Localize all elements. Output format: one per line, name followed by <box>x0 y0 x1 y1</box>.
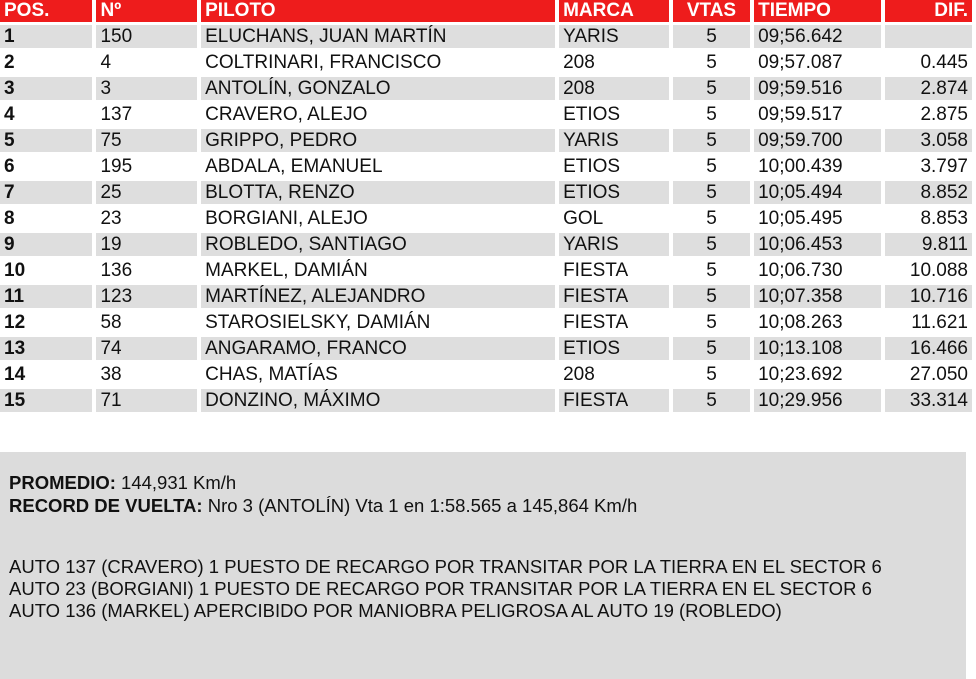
row-laps: 5 <box>673 363 750 386</box>
row-car-number: 58 <box>96 311 197 334</box>
row-driver: CHAS, MATÍAS <box>201 363 555 386</box>
row-time: 10;29.956 <box>754 389 881 412</box>
row-gap: 27.050 <box>885 363 972 386</box>
lap-record-label: RECORD DE VUELTA: <box>9 495 203 516</box>
header-num: Nº <box>96 0 197 22</box>
row-time: 10;05.495 <box>754 207 881 230</box>
row-driver: ANGARAMO, FRANCO <box>201 337 555 360</box>
table-row <box>0 103 972 126</box>
header-pos: POS. <box>0 0 92 22</box>
table-row <box>0 337 972 360</box>
average-speed-value: 144,931 Km/h <box>115 472 237 493</box>
row-pos: 4 <box>0 103 92 126</box>
row-time: 09;59.700 <box>754 129 881 152</box>
row-driver: ELUCHANS, JUAN MARTÍN <box>201 25 555 48</box>
header-marca: MARCA <box>559 0 669 22</box>
row-driver: BLOTTA, RENZO <box>201 181 555 204</box>
header-vueltas: VTAS <box>673 0 750 22</box>
row-brand: YARIS <box>559 25 669 48</box>
header-tiempo: TIEMPO <box>754 0 881 22</box>
row-time: 10;23.692 <box>754 363 881 386</box>
row-brand: FIESTA <box>559 285 669 308</box>
row-car-number: 71 <box>96 389 197 412</box>
row-brand: GOL <box>559 207 669 230</box>
row-pos: 14 <box>0 363 92 386</box>
row-brand: 208 <box>559 363 669 386</box>
row-gap: 10.088 <box>885 259 972 282</box>
row-driver: MARKEL, DAMIÁN <box>201 259 555 282</box>
lap-record-value: Nro 3 (ANTOLÍN) Vta 1 en 1:58.565 a 145,864 Km/h <box>202 495 638 516</box>
row-time: 10;06.730 <box>754 259 881 282</box>
row-time: 09;56.642 <box>754 25 881 48</box>
row-laps: 5 <box>673 233 750 256</box>
row-driver: COLTRINARI, FRANCISCO <box>201 51 555 74</box>
row-car-number: 38 <box>96 363 197 386</box>
results-body <box>0 25 972 412</box>
table-row <box>0 259 972 282</box>
row-gap: 9.811 <box>885 233 972 256</box>
row-pos: 12 <box>0 311 92 334</box>
row-time: 10;06.453 <box>754 233 881 256</box>
row-car-number: 3 <box>96 77 197 100</box>
average-speed-line <box>9 472 236 494</box>
row-time: 10;13.108 <box>754 337 881 360</box>
row-car-number: 136 <box>96 259 197 282</box>
row-car-number: 75 <box>96 129 197 152</box>
row-laps: 5 <box>673 285 750 308</box>
row-gap: 16.466 <box>885 337 972 360</box>
penalty-line: AUTO 136 (MARKEL) APERCIBIDO POR MANIOBRA PELIGROSA AL AUTO 19 (ROBLEDO) <box>9 600 782 621</box>
row-laps: 5 <box>673 207 750 230</box>
table-row <box>0 25 972 48</box>
row-time: 09;59.516 <box>754 77 881 100</box>
row-pos: 6 <box>0 155 92 178</box>
row-brand: FIESTA <box>559 259 669 282</box>
row-time: 10;05.494 <box>754 181 881 204</box>
row-pos: 1 <box>0 25 92 48</box>
row-laps: 5 <box>673 259 750 282</box>
row-pos: 3 <box>0 77 92 100</box>
row-pos: 13 <box>0 337 92 360</box>
row-laps: 5 <box>673 155 750 178</box>
row-car-number: 150 <box>96 25 197 48</box>
row-car-number: 137 <box>96 103 197 126</box>
table-row <box>0 181 972 204</box>
row-time: 09;57.087 <box>754 51 881 74</box>
table-row <box>0 285 972 308</box>
row-car-number: 4 <box>96 51 197 74</box>
table-row <box>0 207 972 230</box>
row-driver: DONZINO, MÁXIMO <box>201 389 555 412</box>
row-driver: MARTÍNEZ, ALEJANDRO <box>201 285 555 308</box>
row-gap: 2.875 <box>885 103 972 126</box>
row-laps: 5 <box>673 311 750 334</box>
row-time: 10;07.358 <box>754 285 881 308</box>
row-brand: ETIOS <box>559 337 669 360</box>
row-car-number: 195 <box>96 155 197 178</box>
row-gap: 8.853 <box>885 207 972 230</box>
row-pos: 7 <box>0 181 92 204</box>
row-laps: 5 <box>673 337 750 360</box>
row-laps: 5 <box>673 25 750 48</box>
row-gap: 3.797 <box>885 155 972 178</box>
row-car-number: 25 <box>96 181 197 204</box>
row-laps: 5 <box>673 389 750 412</box>
row-gap: 0.445 <box>885 51 972 74</box>
row-laps: 5 <box>673 181 750 204</box>
row-brand: ETIOS <box>559 181 669 204</box>
row-brand: FIESTA <box>559 389 669 412</box>
row-gap: 8.852 <box>885 181 972 204</box>
row-driver: STAROSIELSKY, DAMIÁN <box>201 311 555 334</box>
row-pos: 5 <box>0 129 92 152</box>
table-row <box>0 51 972 74</box>
table-row <box>0 155 972 178</box>
table-row <box>0 129 972 152</box>
table-row <box>0 77 972 100</box>
table-row <box>0 311 972 334</box>
row-pos: 2 <box>0 51 92 74</box>
row-brand: 208 <box>559 51 669 74</box>
footer-info-box <box>0 452 966 679</box>
row-brand: 208 <box>559 77 669 100</box>
row-driver: ANTOLÍN, GONZALO <box>201 77 555 100</box>
row-time: 10;00.439 <box>754 155 881 178</box>
lap-record-line <box>9 495 637 517</box>
table-row <box>0 233 972 256</box>
row-laps: 5 <box>673 129 750 152</box>
penalty-line: AUTO 137 (CRAVERO) 1 PUESTO DE RECARGO POR TRANSITAR POR LA TIERRA EN EL SECTOR 6 <box>9 556 882 577</box>
row-gap: 10.716 <box>885 285 972 308</box>
row-gap: 33.314 <box>885 389 972 412</box>
average-speed-label: PROMEDIO: <box>9 472 116 493</box>
row-gap: 2.874 <box>885 77 972 100</box>
row-car-number: 123 <box>96 285 197 308</box>
row-car-number: 23 <box>96 207 197 230</box>
row-car-number: 19 <box>96 233 197 256</box>
row-driver: ROBLEDO, SANTIAGO <box>201 233 555 256</box>
row-pos: 10 <box>0 259 92 282</box>
row-brand: YARIS <box>559 233 669 256</box>
row-driver: GRIPPO, PEDRO <box>201 129 555 152</box>
row-time: 09;59.517 <box>754 103 881 126</box>
row-pos: 15 <box>0 389 92 412</box>
penalty-line: AUTO 23 (BORGIANI) 1 PUESTO DE RECARGO POR TRANSITAR POR LA TIERRA EN EL SECTOR 6 <box>9 578 872 599</box>
header-dif: DIF. <box>885 0 972 22</box>
row-car-number: 74 <box>96 337 197 360</box>
row-brand: ETIOS <box>559 103 669 126</box>
row-brand: YARIS <box>559 129 669 152</box>
row-gap: 3.058 <box>885 129 972 152</box>
row-gap <box>885 25 972 48</box>
header-piloto: PILOTO <box>201 0 555 22</box>
row-pos: 11 <box>0 285 92 308</box>
row-laps: 5 <box>673 51 750 74</box>
row-pos: 9 <box>0 233 92 256</box>
row-time: 10;08.263 <box>754 311 881 334</box>
row-laps: 5 <box>673 103 750 126</box>
row-gap: 11.621 <box>885 311 972 334</box>
row-brand: ETIOS <box>559 155 669 178</box>
row-driver: ABDALA, EMANUEL <box>201 155 555 178</box>
row-laps: 5 <box>673 77 750 100</box>
row-pos: 8 <box>0 207 92 230</box>
row-brand: FIESTA <box>559 311 669 334</box>
table-header-row <box>0 0 972 22</box>
table-row <box>0 363 972 386</box>
table-row <box>0 389 972 412</box>
row-driver: CRAVERO, ALEJO <box>201 103 555 126</box>
row-driver: BORGIANI, ALEJO <box>201 207 555 230</box>
